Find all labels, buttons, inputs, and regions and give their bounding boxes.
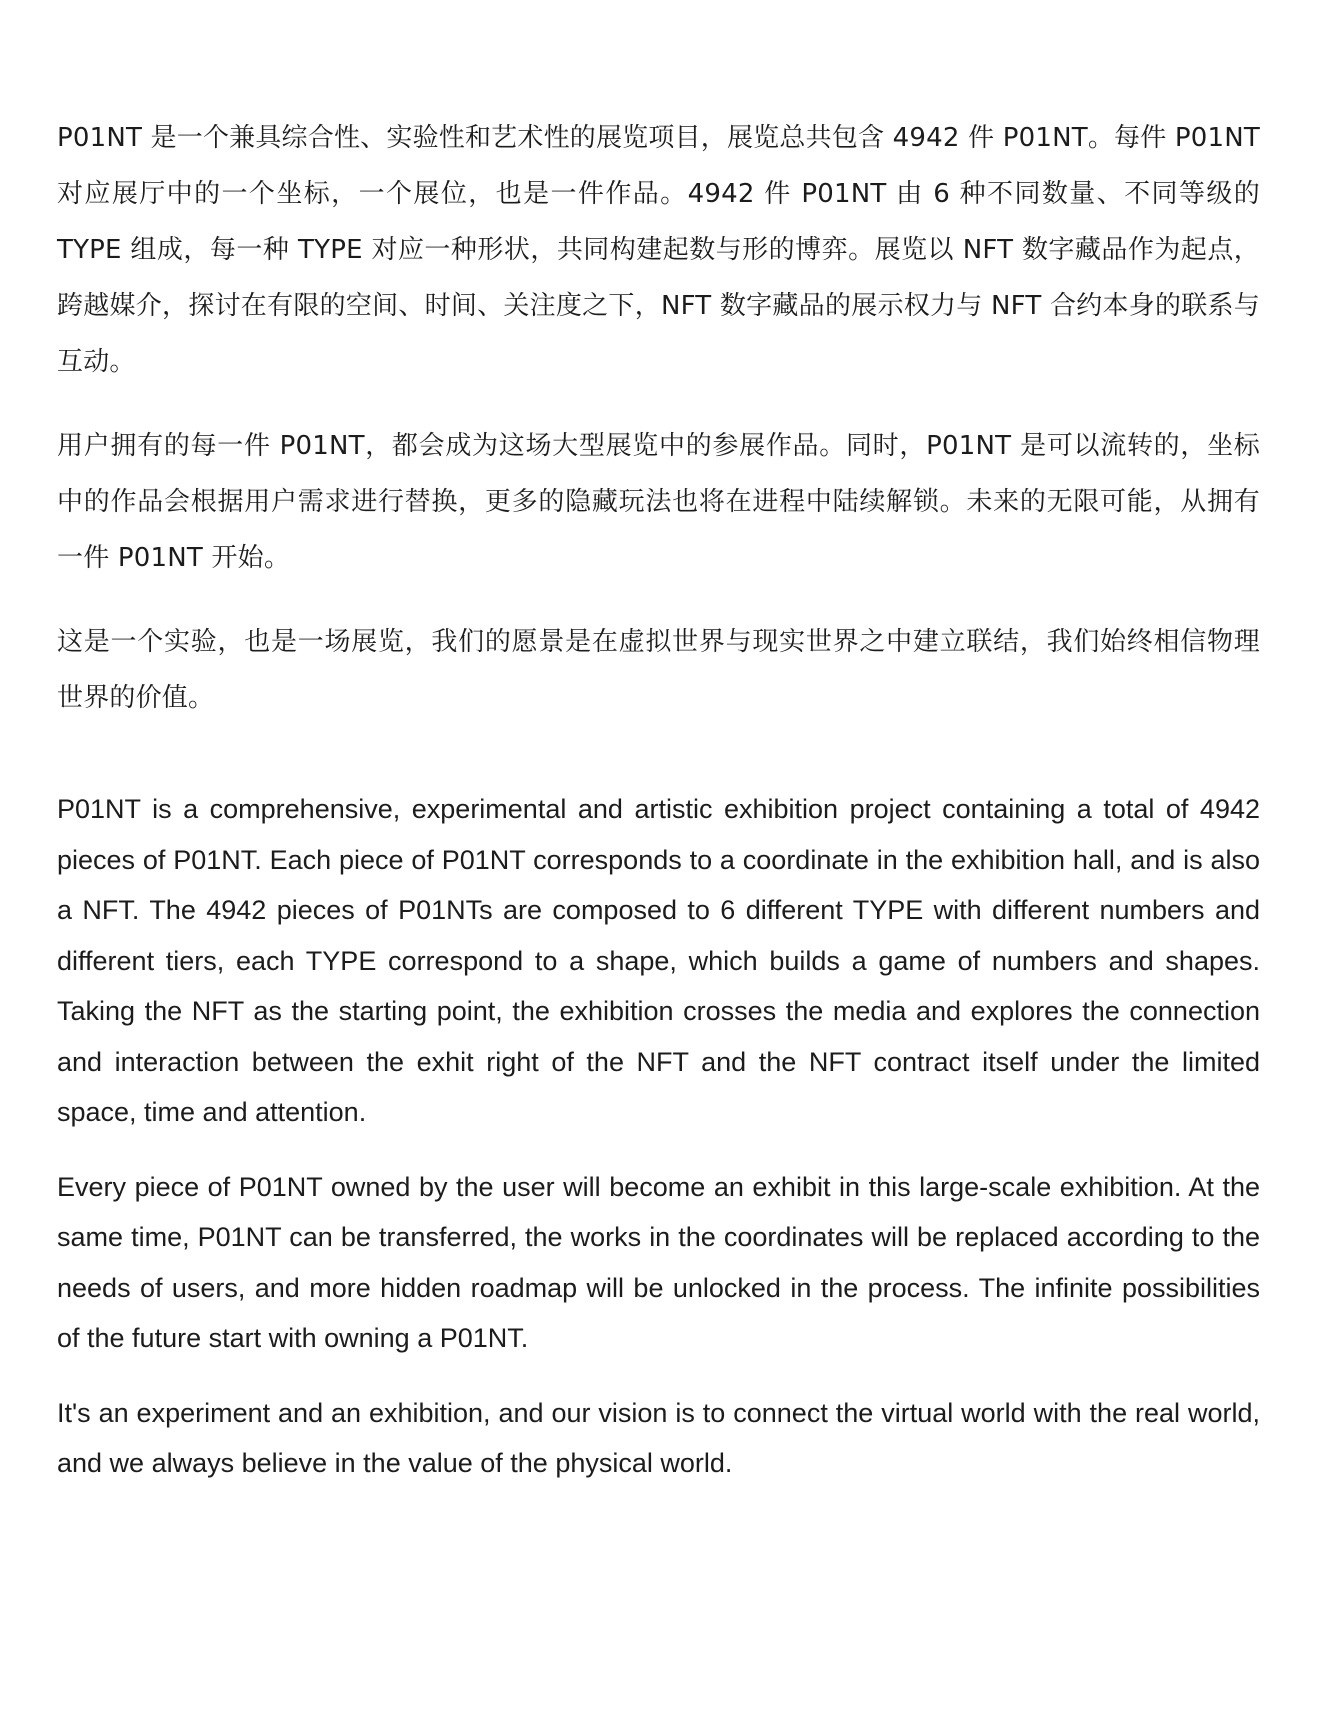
document-body: [57, 110, 1260, 1513]
en-paragraph-vision: It's an experiment and an exhibition, and our vision is to connect the virtual world with the real world, and we always believe in the value of the physical world.: [57, 1397, 1260, 1478]
zh-paragraph-intro: P01NT 是一个兼具综合性、实验性和艺术性的展览项目，展览总共包含 4942 件 P01NT。每件 P01NT 对应展厅中的一个坐标，一个展位，也是一件作品。4942 件 P01NT 由 6 种不同数量、不同等级的 TYPE 组成，每一种 TYPE 对应一种形状，共同构建起数与形的博弈。展览以 NFT 数字藏品作为起点，跨越媒介，探讨在有限的空间、时间、关注度之下，NFT 数字藏品的展示权力与 NFT 合约本身的联系与互动。: [57, 123, 1260, 377]
en-paragraph-intro: P01NT is a comprehensive, experimental and artistic exhibition project containing a total of 4942 pieces of P01NT. Each piece of P01NT corresponds to a coordinate in the exhibition hall, and is also a NFT. The 4942 pieces of P01NTs are composed to 6 different TYPE with different numbers and different tiers, each TYPE correspond to a shape, which builds a game of numbers and shapes. Taking the NFT as the starting point, the exhibition crosses the media and explores the connection and interaction between the exhit right of the NFT and the NFT contract itself under the limited space, time and attention.: [57, 794, 1260, 1127]
zh-paragraph-ownership: 用户拥有的每一件 P01NT，都会成为这场大型展览中的参展作品。同时，P01NT 是可以流转的，坐标中的作品会根据用户需求进行替换，更多的隐藏玩法也将在进程中陆续解锁。未来的无限可能，从拥有一件 P01NT 开始。: [57, 431, 1260, 573]
english-description: [57, 784, 1260, 1489]
en-paragraph-ownership: Every piece of P01NT owned by the user will become an exhibit in this large-scale exhibition. At the same time, P01NT can be transferred, the works in the coordinates will be replaced according to the needs of users, and more hidden roadmap will be unlocked in the process. The infinite possibilities of the future start with owning a P01NT.: [57, 1171, 1260, 1353]
zh-paragraph-vision: 这是一个实验，也是一场展览，我们的愿景是在虚拟世界与现实世界之中建立联结，我们始终相信物理世界的价值。: [57, 627, 1260, 713]
chinese-description: [57, 110, 1260, 726]
